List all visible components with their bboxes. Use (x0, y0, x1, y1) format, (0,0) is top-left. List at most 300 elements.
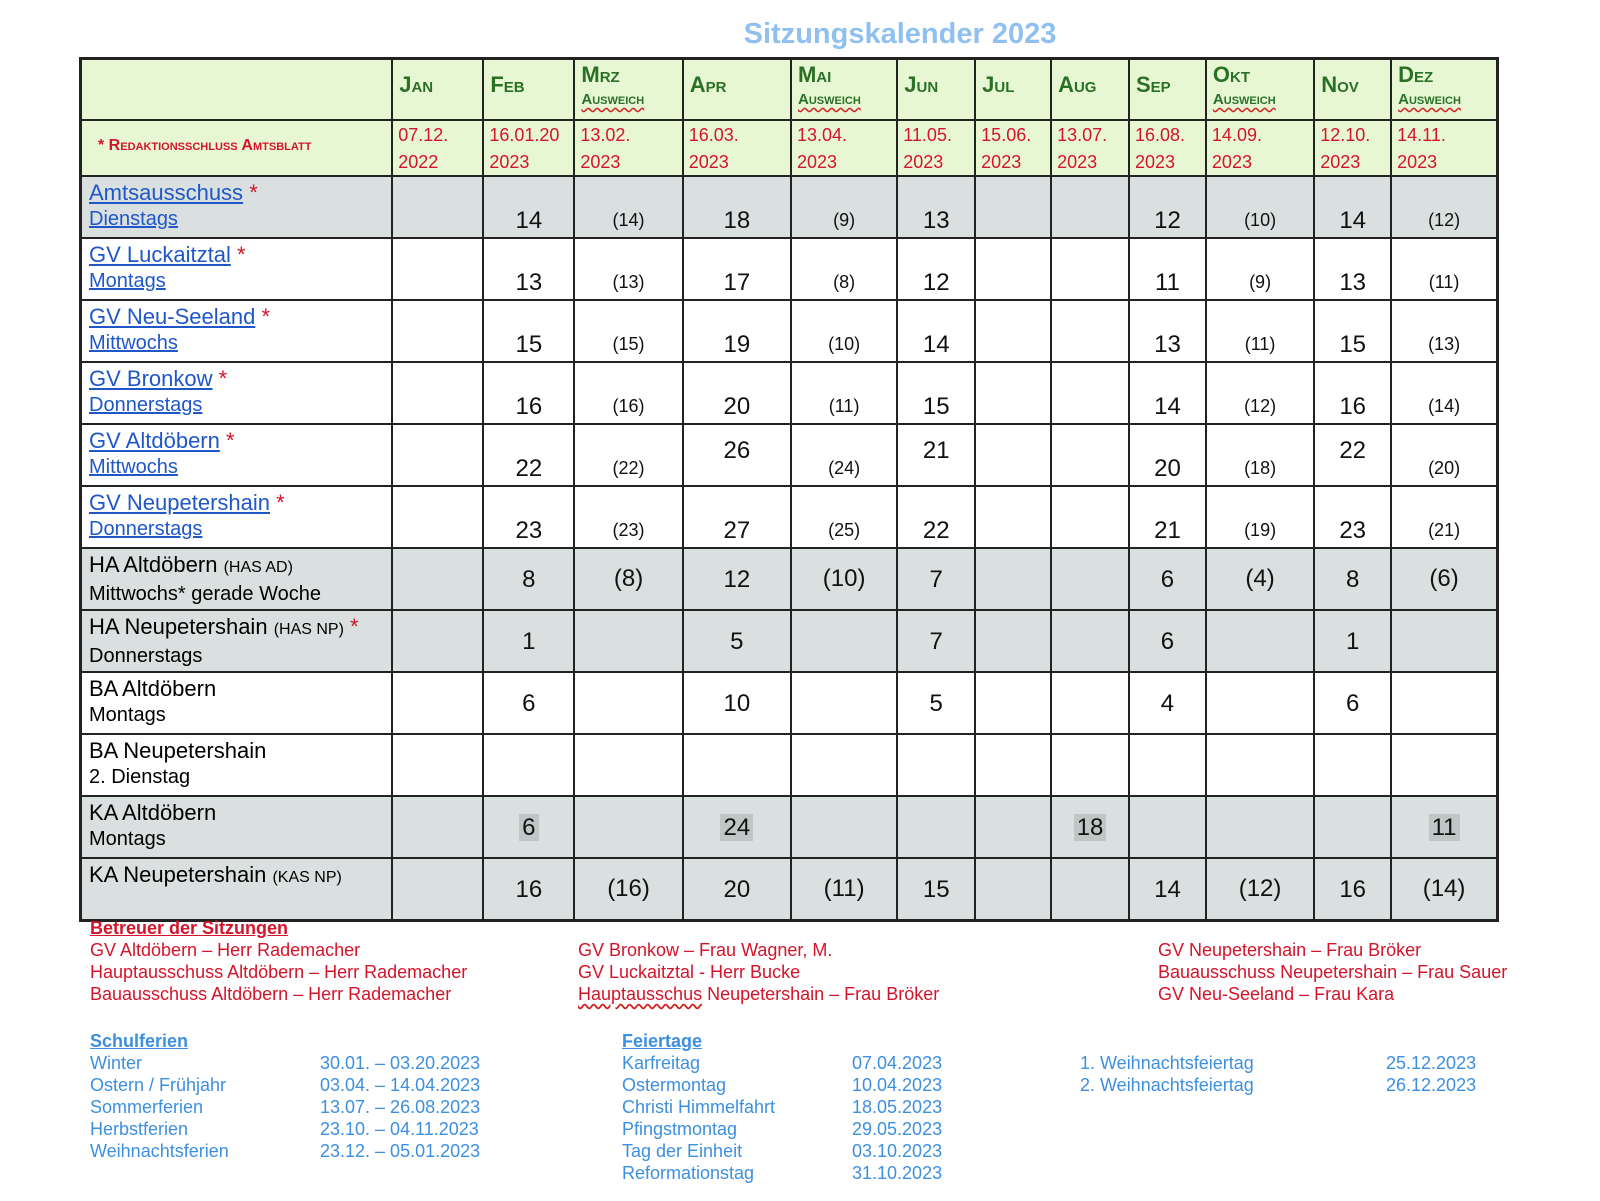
deadline-year: 2023 (796, 152, 838, 172)
row-name-line (82, 177, 391, 206)
feiertag-name: 2. Weihnachtsfeiertag (1080, 1075, 1254, 1095)
cell-value (684, 814, 790, 842)
table-row (81, 300, 1498, 362)
header-corner (81, 59, 393, 121)
row-subtitle[interactable]: Donnerstags (89, 394, 203, 416)
deadline-date: 16.01.20 (489, 125, 560, 145)
deadline-label: * Redaktionsschluss Amtsblatt (98, 137, 312, 154)
betreuer-item: GV Bronkow – Frau Wagner, M. (578, 940, 833, 960)
value-cell (483, 796, 574, 858)
value-cell (483, 424, 574, 486)
value-cell (1314, 796, 1391, 858)
value-cell (392, 672, 483, 734)
value-cell (683, 548, 791, 610)
value-cell (1391, 734, 1497, 796)
month-header (483, 59, 574, 121)
feiertag-name: Pfingstmontag (622, 1119, 738, 1139)
value-cell (1051, 858, 1129, 921)
value-cell (897, 548, 975, 610)
cell-value: 22 (922, 517, 950, 544)
deadline-date: 16.08. (1135, 125, 1186, 145)
value-cell (1129, 858, 1206, 921)
value-cell (392, 424, 483, 486)
value-cell (392, 238, 483, 300)
value-cell (1051, 362, 1129, 424)
value-cell (392, 734, 483, 796)
highlighted-value: 18 (1074, 814, 1107, 841)
value-cell (574, 672, 682, 734)
value-cell (483, 672, 574, 734)
table-row (81, 548, 1498, 610)
feiertag-row (1080, 1074, 1476, 1096)
value-cell (1051, 548, 1129, 610)
deadline-cell (483, 120, 574, 176)
value-cell (574, 858, 682, 921)
value-cell (483, 548, 574, 610)
deadline-date: 14.09. (1211, 125, 1262, 145)
cell-value: (14) (612, 210, 645, 230)
month-label: Dez (1398, 62, 1434, 87)
deadline-year: 2023 (1397, 152, 1438, 172)
deadline-year: 2023 (1320, 152, 1361, 172)
cell-value: 6 (1160, 628, 1175, 655)
feiertag-name: Christi Himmelfahrt (622, 1097, 776, 1117)
month-label: Jun (904, 72, 939, 97)
deadline-date: 13.07. (1057, 125, 1108, 145)
cell-value: 7 (929, 628, 943, 655)
value-cell (392, 176, 483, 238)
month-sublabel: Ausweich (797, 91, 861, 108)
value-cell (1314, 486, 1391, 548)
cell-value: 15 (1339, 331, 1367, 358)
value-cell (1051, 424, 1129, 486)
row-subtitle[interactable]: Montags (89, 270, 166, 292)
cell-value: (12) (1428, 210, 1461, 230)
cell-value: (11) (828, 396, 860, 416)
month-sublabel: Ausweich (581, 91, 645, 108)
row-name-line (82, 363, 391, 392)
row-name: KA Altdöbern (89, 800, 217, 825)
cell-value: 18 (723, 207, 751, 234)
feiertag-row (622, 1162, 942, 1184)
value-cell (392, 548, 483, 610)
cell-value: (16) (607, 875, 650, 902)
month-header (791, 59, 897, 121)
betreuer-item: GV Neu-Seeland – Frau Kara (1158, 984, 1395, 1004)
highlighted-value: 6 (519, 814, 538, 841)
row-label-cell (81, 610, 393, 672)
value-cell (897, 796, 975, 858)
deadline-date: 15.06. (981, 125, 1032, 145)
value-cell (1051, 610, 1129, 672)
value-cell (1206, 300, 1314, 362)
month-header (1314, 59, 1391, 121)
cell-value: (12) (1238, 875, 1282, 902)
feiertag-date: 07.04.2023 (852, 1053, 943, 1073)
row-name[interactable]: GV Neu-Seeland (89, 304, 256, 329)
header-row (81, 59, 1498, 121)
row-star: * (261, 304, 271, 329)
row-name-line (82, 735, 391, 764)
month-label: Jul (982, 72, 1015, 97)
deadline-cell (1051, 120, 1129, 176)
deadline-year: 2023 (1057, 152, 1098, 172)
value-cell (897, 610, 975, 672)
row-subtitle: Montags (89, 704, 166, 726)
calendar-table (79, 57, 1499, 922)
cell-value: (8) (833, 272, 856, 292)
cell-value: (12) (1244, 396, 1277, 416)
cell-value: (9) (1249, 272, 1272, 292)
holiday-name: Sommerferien (90, 1097, 204, 1117)
betreuer-item: Bauausschuss Neupetershain – Frau Sauer (1158, 962, 1508, 982)
cell-value: 14 (1154, 393, 1181, 420)
cell-value (484, 814, 573, 842)
value-cell (1206, 610, 1314, 672)
value-cell (1206, 672, 1314, 734)
row-subtitle[interactable]: Dienstags (89, 208, 178, 230)
value-cell (574, 548, 682, 610)
value-cell (574, 610, 682, 672)
row-name[interactable]: GV Luckaitztal (89, 242, 231, 267)
value-cell (1206, 734, 1314, 796)
value-cell (975, 672, 1051, 734)
holiday-dates: 13.07. – 26.08.2023 (320, 1097, 481, 1117)
row-label-cell (81, 424, 393, 486)
value-cell (1314, 858, 1391, 921)
value-cell (574, 486, 682, 548)
value-cell (483, 362, 574, 424)
betreuer-item: Hauptausschuss Altdöbern – Herr Rademacher (90, 962, 468, 982)
cell-value: (18) (1244, 458, 1277, 478)
row-name[interactable]: Amtsausschuss (89, 180, 244, 205)
cell-value: 21 (1154, 517, 1181, 544)
value-cell (483, 176, 574, 238)
deadline-cell (1206, 120, 1314, 176)
cell-value: (10) (1244, 210, 1277, 230)
holiday-row (90, 1118, 480, 1140)
cell-value: 13 (922, 207, 950, 234)
value-cell (1206, 238, 1314, 300)
deadline-year: 2023 (1211, 152, 1252, 172)
value-cell (1314, 548, 1391, 610)
row-label-cell (81, 858, 393, 921)
holiday-name: Winter (90, 1053, 143, 1073)
betreuer-col3 (1158, 939, 1507, 1005)
value-cell (392, 858, 483, 921)
value-cell (683, 300, 791, 362)
value-cell (791, 672, 897, 734)
highlighted-value: 11 (1429, 814, 1460, 841)
feiertag-name: 1. Weihnachtsfeiertag (1080, 1053, 1254, 1073)
value-cell (1129, 796, 1206, 858)
cell-value: 5 (730, 628, 744, 655)
row-star: * (236, 242, 246, 267)
value-cell (392, 610, 483, 672)
value-cell (683, 424, 791, 486)
cell-value: 21 (922, 437, 950, 464)
cell-value: (11) (1244, 334, 1276, 354)
row-star: * (276, 490, 285, 515)
row-subtitle[interactable]: Donnerstags (89, 518, 203, 540)
feiertag-row (1080, 1052, 1476, 1074)
value-cell (574, 796, 682, 858)
row-name: KA Neupetershain (89, 862, 267, 887)
value-cell (683, 796, 791, 858)
cell-value: 13 (1154, 331, 1181, 358)
row-name-line (82, 425, 391, 454)
deadline-label-cell (81, 120, 393, 176)
value-cell (975, 486, 1051, 548)
value-cell (975, 858, 1051, 921)
value-cell (1051, 300, 1129, 362)
value-cell (897, 734, 975, 796)
value-cell (483, 610, 574, 672)
cell-value: 23 (1339, 517, 1367, 544)
month-header (1391, 59, 1497, 121)
row-label-cell (81, 176, 393, 238)
row-name-line (82, 673, 391, 702)
cell-value: 15 (922, 876, 950, 903)
cell-value: (20) (1428, 458, 1461, 478)
deadline-date: 13.04. (796, 125, 848, 145)
month-label: Feb (490, 72, 525, 97)
cell-value: 20 (1154, 455, 1181, 482)
table-row (81, 176, 1498, 238)
value-cell (1129, 734, 1206, 796)
value-cell (975, 548, 1051, 610)
holiday-name: Herbstferien (90, 1119, 189, 1139)
value-cell (1129, 610, 1206, 672)
value-cell (683, 672, 791, 734)
value-cell (1314, 424, 1391, 486)
value-cell (483, 238, 574, 300)
cell-value: 17 (723, 269, 751, 296)
cell-value: (24) (828, 458, 861, 478)
cell-value: 16 (515, 876, 543, 903)
month-header (1051, 59, 1129, 121)
value-cell (975, 176, 1051, 238)
betreuer-col2 (578, 939, 939, 1005)
value-cell (683, 362, 791, 424)
cell-value: 14 (1339, 207, 1367, 234)
value-cell (1051, 796, 1129, 858)
value-cell (1391, 238, 1497, 300)
value-cell (683, 176, 791, 238)
value-cell (392, 362, 483, 424)
value-cell (897, 486, 975, 548)
value-cell (1051, 176, 1129, 238)
feiertag-row (622, 1118, 942, 1140)
cell-value: 6 (1160, 566, 1175, 593)
month-label: Sep (1136, 72, 1171, 97)
value-cell (683, 238, 791, 300)
cell-value: 19 (723, 331, 751, 358)
row-label-cell (81, 796, 393, 858)
holiday-row (90, 1074, 480, 1096)
cell-value: (13) (1428, 334, 1461, 354)
betreuer-heading: Betreuer der Sitzungen (90, 918, 289, 938)
cell-value: 8 (1346, 566, 1360, 593)
value-cell (791, 610, 897, 672)
holiday-row (90, 1140, 480, 1162)
deadline-date: 11.05. (903, 125, 952, 145)
cell-value: 16 (1339, 876, 1367, 903)
row-subtitle: Mittwochs* gerade Woche (89, 583, 321, 605)
value-cell (1051, 486, 1129, 548)
row-name-line (82, 797, 391, 826)
cell-value: 12 (1154, 207, 1181, 234)
row-label-cell (81, 548, 393, 610)
value-cell (791, 858, 897, 921)
cell-value: 13 (1339, 269, 1367, 296)
feiertag-name: Tag der Einheit (622, 1141, 743, 1161)
feiertage-block-2 (1080, 1052, 1476, 1096)
month-header (1129, 59, 1206, 121)
deadline-cell (574, 120, 682, 176)
cell-value: 16 (515, 393, 543, 420)
value-cell (574, 362, 682, 424)
value-cell (1391, 176, 1497, 238)
row-name-line (82, 859, 391, 891)
value-cell (1129, 486, 1206, 548)
value-cell (791, 548, 897, 610)
cell-value: 27 (723, 517, 751, 544)
feiertag-name: Ostermontag (622, 1075, 727, 1095)
cell-value: 15 (922, 393, 950, 420)
cell-value: 6 (1346, 690, 1360, 717)
deadline-cell (1391, 120, 1497, 176)
cell-value: 12 (922, 269, 950, 296)
row-name[interactable]: GV Altdöbern (89, 428, 220, 453)
row-name: BA Neupetershain (89, 738, 267, 763)
feiertage-heading: Feiertage (622, 1031, 703, 1051)
table-row (81, 796, 1498, 858)
value-cell (574, 734, 682, 796)
row-name-line (82, 239, 391, 268)
deadline-cell (683, 120, 791, 176)
value-cell (1391, 796, 1497, 858)
value-cell (897, 362, 975, 424)
value-cell (574, 176, 682, 238)
month-label: Aug (1058, 72, 1097, 97)
highlighted-value: 24 (720, 814, 753, 841)
value-cell (1129, 238, 1206, 300)
cell-value: 6 (522, 690, 536, 717)
month-header (975, 59, 1051, 121)
value-cell (1391, 424, 1497, 486)
deadline-row (81, 120, 1498, 176)
row-name[interactable]: GV Neupetershain (89, 490, 270, 515)
value-cell (1129, 672, 1206, 734)
value-cell (1129, 362, 1206, 424)
cell-value: (11) (823, 875, 865, 902)
row-name: HA Altdöbern (89, 552, 218, 577)
row-name[interactable]: GV Bronkow (89, 366, 213, 391)
deadline-year: 2023 (489, 152, 530, 172)
value-cell (1129, 300, 1206, 362)
row-subtitle[interactable]: Mittwochs (89, 332, 178, 354)
value-cell (897, 424, 975, 486)
cell-value: 8 (522, 566, 536, 593)
row-name-line (82, 301, 391, 330)
betreuer-item: GV Altdöbern – Herr Rademacher (90, 940, 361, 960)
cell-value: 22 (515, 455, 543, 482)
cell-value: (19) (1244, 520, 1277, 540)
value-cell (1391, 548, 1497, 610)
cell-value: (4) (1245, 565, 1275, 592)
value-cell (1051, 672, 1129, 734)
cell-value: (21) (1428, 520, 1461, 540)
cell-value: 23 (515, 517, 543, 544)
cell-value: 20 (723, 876, 751, 903)
value-cell (897, 672, 975, 734)
row-label-cell (81, 672, 393, 734)
holiday-dates: 23.12. – 05.01.2023 (320, 1141, 481, 1161)
betreuer-item-part: Neupetershain – Frau Bröker (707, 984, 940, 1004)
value-cell (1391, 672, 1497, 734)
row-label-cell (81, 238, 393, 300)
cell-value: (10) (822, 565, 866, 592)
cell-value: (22) (612, 458, 645, 478)
value-cell (1314, 300, 1391, 362)
month-label: Jan (399, 72, 434, 97)
value-cell (897, 858, 975, 921)
cell-value: 14 (515, 207, 543, 234)
betreuer-item: GV Neupetershain – Frau Bröker (1158, 940, 1422, 960)
row-subtitle: Montags (89, 828, 166, 850)
value-cell (975, 300, 1051, 362)
deadline-date: 07.12. (398, 125, 449, 145)
feiertag-date: 29.05.2023 (852, 1119, 943, 1139)
deadline-year: 2022 (398, 152, 439, 172)
row-subtitle[interactable]: Mittwochs (89, 456, 178, 478)
table-row (81, 486, 1498, 548)
value-cell (1391, 610, 1497, 672)
value-cell (975, 238, 1051, 300)
value-cell (683, 858, 791, 921)
betreuer-item-part: Hauptausschus (578, 984, 703, 1004)
feiertag-date: 18.05.2023 (852, 1097, 943, 1117)
value-cell (1314, 672, 1391, 734)
value-cell (1391, 362, 1497, 424)
value-cell (791, 176, 897, 238)
cell-value: (14) (1428, 396, 1461, 416)
value-cell (392, 300, 483, 362)
deadline-date: 16.03. (688, 125, 739, 145)
value-cell (897, 176, 975, 238)
cell-value: (16) (612, 396, 645, 416)
row-subtitle: Donnerstags (89, 645, 203, 667)
value-cell (1206, 858, 1314, 921)
value-cell (975, 796, 1051, 858)
deadline-date: 12.10. (1320, 125, 1371, 145)
value-cell (791, 796, 897, 858)
value-cell (1206, 362, 1314, 424)
feiertag-name: Reformationstag (622, 1163, 755, 1183)
cell-value (1392, 814, 1496, 842)
cell-value: (25) (828, 520, 861, 540)
deadline-cell (791, 120, 897, 176)
deadline-date: 13.02. (580, 125, 631, 145)
deadline-year: 2023 (688, 152, 729, 172)
feiertag-row (622, 1096, 942, 1118)
cell-value: (6) (1429, 565, 1459, 592)
month-label: Mai (797, 62, 832, 87)
holiday-dates: 23.10. – 04.11.2023 (320, 1119, 479, 1139)
cell-value: (11) (1428, 272, 1460, 292)
table-row (81, 672, 1498, 734)
